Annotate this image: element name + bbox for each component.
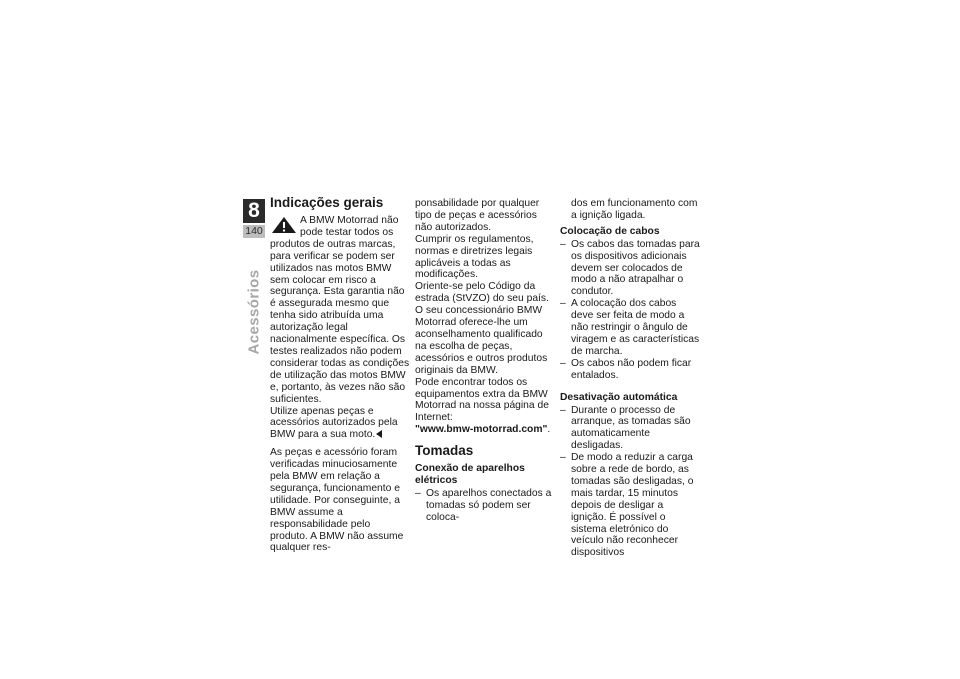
chapter-number: 8 [243, 199, 265, 223]
section-heading-general: Indicações gerais [270, 195, 384, 210]
paragraph: As peças e acessório foram verificadas minuciosamente pela BMW em relação a segurança, funcionamento e utilidade. Por conseguinte, a BMW assume a responsabilidade pelo produto. A BMW não assume qualquer res- [270, 447, 404, 554]
warning-text: A BMW Motorrad não pode testar todos os produtos de outras marcas, para verificar se podem ser utilizados nas motos BMW sem colocar em risco a segurança. Esta garantia não é assegurada mesmo que tenha sido atribuída uma autorização legal nacionalmente específica. Os testes realizados não podem considerar todas as condições de utilização das motos BMW e, portanto, às vezes não são suficientes. [270, 215, 410, 405]
list-item: – Os cabos não podem ficar entalados. [560, 358, 700, 382]
list-item: – Os aparelhos conectados a tomadas só podem ser coloca- [415, 488, 552, 524]
warning-block [270, 215, 410, 441]
warning-triangle-icon [270, 216, 298, 234]
list-item: – De modo a reduzir a carga sobre a rede de bordo, as tomadas são desligadas, o mais tardar, 15 minutos depois de desligar a ignição. É possível o sistema eletrónico do veículo não reconhecer dispositivos [560, 452, 700, 559]
column-3 [560, 198, 700, 559]
website-link-line: "www.bmw-motorrad.com". [415, 424, 551, 436]
subheading-electrical-devices: Conexão de aparelhos elétricos [415, 463, 525, 487]
list-item: – A colocação dos cabos deve ser feita de modo a não restringir o ângulo de viragem e as características de marcha. [560, 298, 700, 358]
website-link[interactable]: "www.bmw-motorrad.com" [415, 424, 548, 436]
list-item: – Os cabos das tomadas para os dispositivos adicionais devem ser colocados de modo a não atrapalhar o condutor. [560, 239, 700, 299]
chapter-side-title: Acessórios [245, 269, 263, 355]
page-number: 140 [243, 225, 265, 238]
paragraph: ponsabilidade por qualquer tipo de peças e acessórios não autorizados. [415, 198, 540, 233]
list-item: – Durante o processo de arranque, as tomadas são automaticamente desligadas. [560, 405, 700, 453]
subheading-automatic-deactivation: Desativação automática [560, 391, 678, 403]
column-1 [270, 195, 410, 554]
paragraph: O seu concessionário BMW Motorrad oferece-lhe um aconselhamento qualificado na escolha de peças, acessórios e outros produtos originais da BMW. [415, 305, 548, 376]
section-heading-sockets: Tomadas [415, 443, 474, 459]
subheading-cable-routing: Colocação de cabos [560, 225, 660, 237]
paragraph: Oriente-se pelo Código da estrada (StVZO) do seu país. [415, 281, 549, 305]
bullet-list-cables [560, 239, 700, 382]
paragraph: Pode encontrar todos os equipamentos extra da BMW Motorrad na nossa página de Internet: [415, 376, 549, 424]
bullet-list [415, 488, 552, 524]
end-marker-icon [376, 430, 382, 438]
warning-text-2: Utilize apenas peças e acessórios autorizados pela BMW para a sua moto. [270, 405, 398, 441]
column-2 [415, 198, 552, 524]
bullet-list-deactivation [560, 405, 700, 560]
continued-text: dos em funcionamento com a ignição ligada. [571, 198, 698, 221]
paragraph: Cumprir os regulamentos, normas e diretrizes legais aplicáveis a todas as modificações. [415, 233, 534, 281]
